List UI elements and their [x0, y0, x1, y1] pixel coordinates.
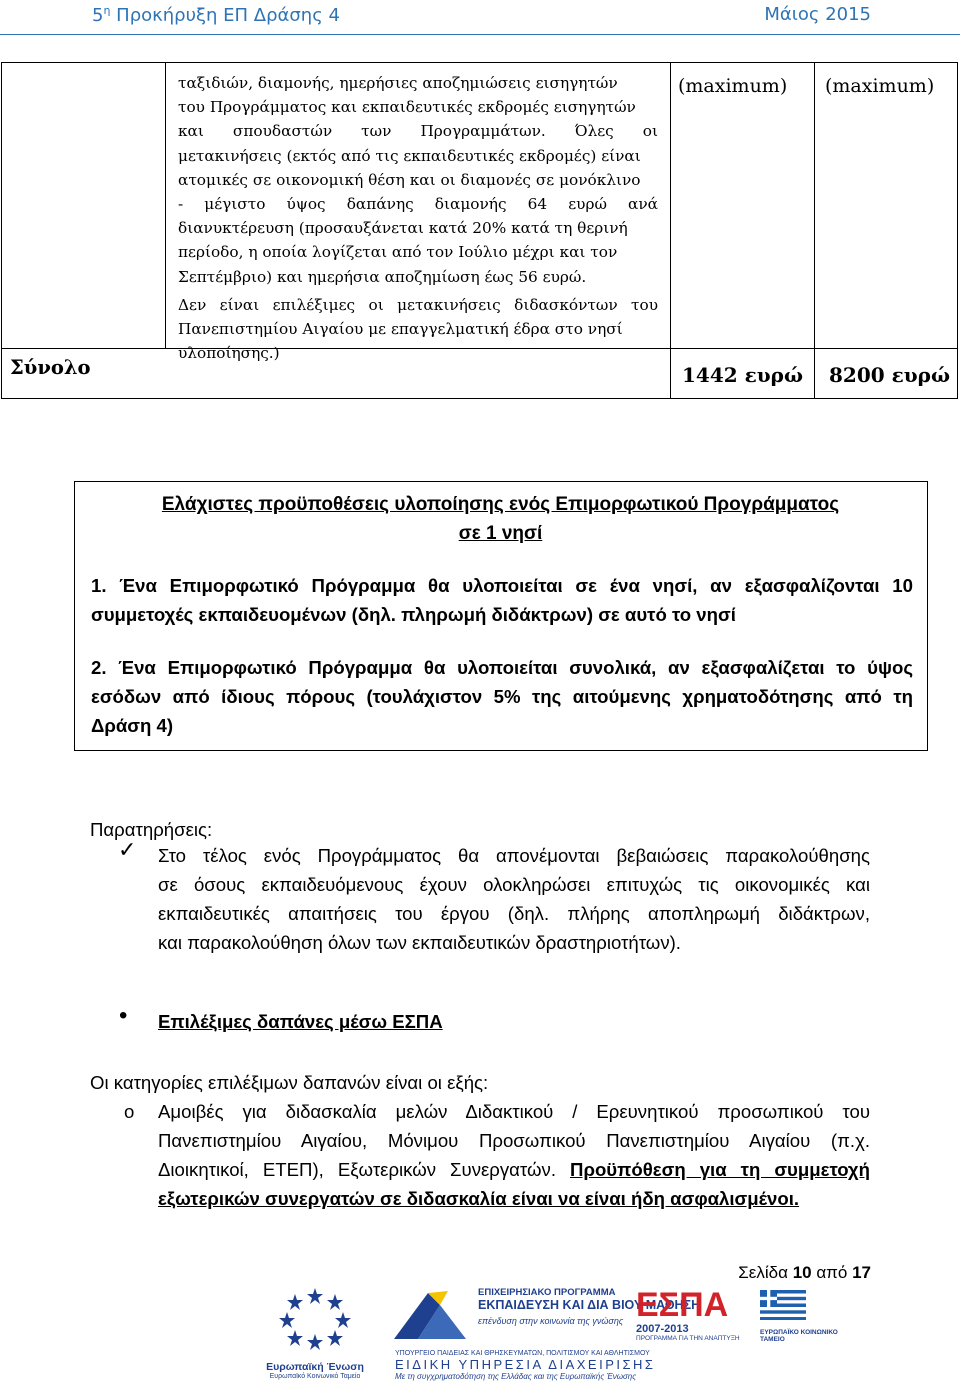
desc-line: ατομικές σε οικονομική θέση και οι διαμονές σε μονόκλινο [178, 170, 641, 189]
condition-line: Δράση 4) [91, 715, 174, 736]
op-slogan: επένδυση στην κοινωνία της γνώσης [478, 1316, 624, 1326]
esf-text: ΕΥΡΩΠΑΪΚΟ ΚΟΙΝΩΝΙΚΟ ΤΑΜΕΙΟ [760, 1329, 838, 1343]
espa-item-plain: Διοικητικοί, ΕΤΕΠ), Εξωτερικών Συνεργατών. [158, 1159, 571, 1180]
max-label-1: (maximum) [678, 75, 788, 97]
page-prefix: Σελίδα [738, 1263, 793, 1282]
cofinance-text: Με τη συγχρηματοδότηση της Ελλάδας και της Ευρωπαϊκής Ένωσης [395, 1372, 637, 1381]
condition-line: 1. Ένα Επιμορφωτικό Πρόγραμμα θα υλοποιείται σε ένα νησί, αν εξασφαλίζονται 10 [91, 575, 913, 596]
greek-flag-icon [760, 1290, 806, 1320]
remarks-line: σε όσους εκπαιδευόμενους έχουν ολοκληρώσει επιτυχώς τις οικονομικές και [158, 874, 870, 895]
header-date: Μάιος 2015 [764, 4, 871, 25]
page-middle: από [811, 1263, 853, 1282]
desc-line: του Προγράμματος και εκπαιδευτικές εκδρομές εισηγητών [178, 98, 636, 117]
op-line-2: ΕΚΠΑΙΔΕΥΣΗ ΚΑΙ ΔΙΑ ΒΙΟΥ ΜΑΘΗΣΗ [478, 1298, 701, 1312]
espa-item-condition-cont: εξωτερικών συνεργατών σε διδασκαλία είναι να είναι ήδη ασφαλισμένοι. [158, 1188, 800, 1209]
espa-title: ΕΣΠΑ [636, 1286, 729, 1324]
espa-years: 2007-2013 [636, 1323, 689, 1335]
desc-line: ταξιδιών, διαμονής, ημερήσιες αποζημιώσεις εισηγητών [178, 74, 618, 92]
condition-line: 2. Ένα Επιμορφωτικό Πρόγραμμα θα υλοποιείται συνολικά, αν εξασφαλίζεται το ύψος [91, 657, 913, 678]
cost-table [1, 62, 958, 399]
espa-logo [636, 1287, 756, 1367]
esf-logo [760, 1290, 852, 1370]
desc-line: και σπουδαστών των Προγραμμάτων. Όλες οι [178, 122, 658, 141]
bullet-icon: • [119, 1002, 128, 1029]
remarks-line: Στο τέλος ενός Προγράμματος θα απονέμονται βεβαιώσεις παρακολούθησης [158, 845, 870, 866]
header-title: Προκήρυξη ΕΠ Δράσης 4 [110, 5, 340, 26]
header-divider [0, 34, 960, 35]
espa-intro: Οι κατηγορίες επιλέξιμων δαπανών είναι οι εξής: [90, 1072, 489, 1093]
espa-heading: Επιλέξιμες δαπάνες μέσω ΕΣΠΑ [158, 1011, 443, 1032]
espa-sub: ΠΡΟΓΡΑΜΜΑ ΓΙΑ ΤΗΝ ΑΝΑΠΤΥΞΗ [636, 1335, 740, 1342]
header-action-number: 5 [92, 5, 104, 26]
conditions-box [74, 481, 928, 751]
eu-label: Ευρωπαϊκή Ένωση [266, 1361, 364, 1373]
remarks-line: και παρακολούθηση όλων των εκπαιδευτικών δραστηριοτήτων). [158, 932, 681, 953]
desc-line: διανυκτέρευση (προσαυξάνεται κατά 20% κατά τη θερινή [178, 219, 628, 238]
note-line: υλοποίησης.) [178, 344, 280, 363]
condition-item-1 [91, 571, 913, 629]
esf-label: Ευρωπαϊκό Κοινωνικό Ταμείο [269, 1373, 361, 1380]
condition-item-2 [91, 653, 913, 740]
table-col-divider-1 [165, 63, 166, 348]
total-value-1: 1442 ευρώ [682, 363, 804, 387]
check-icon: ✓ [118, 838, 137, 863]
header-superscript: η [103, 4, 111, 17]
note-line: Δεν είναι επιλέξιμες οι μετακινήσεις διδασκόντων του [178, 295, 658, 314]
espa-item-line [158, 1155, 870, 1184]
eu-flag-icon [255, 1284, 375, 1354]
page-total: 17 [852, 1263, 871, 1282]
espa-item-condition: Προϋπόθεση για τη συμμετοχή [570, 1159, 870, 1180]
remarks-heading: Παρατηρήσεις: [90, 819, 213, 840]
desc-line: Σεπτέμβριο) και ημερήσια αποζημίωση έως 56 ευρώ. [178, 267, 587, 286]
op-emblem-icon [388, 1287, 472, 1347]
o-bullet-icon: o [124, 1101, 135, 1122]
desc-line: περίοδο, η οποία λογίζεται από τον Ιούλιο μέχρι και τον [178, 243, 618, 262]
condition-line: εσόδων από ίδιους πόρους (τουλάχιστον 5% της αιτούμενης χρηματοδότησης από τη [91, 686, 913, 707]
desc-line: μετακινήσεις (εκτός από τις εκπαιδευτικές εκδρομές) είναι [178, 146, 641, 165]
max-label-2: (maximum) [825, 75, 935, 97]
espa-item-line: Πανεπιστημίου Αιγαίου, Μόνιμου Προσωπικού Πανεπιστημίου Αιγαίου (π.χ. [158, 1130, 870, 1151]
condition-line: συμμετοχές εκπαιδευομένων (δηλ. πληρωμή διδάκτρων) σε αυτό το νησί [91, 604, 736, 625]
page-number [738, 1263, 871, 1283]
desc-line: - μέγιστο ύψος δαπάνης διαμονής 64 ευρώ ανά [178, 195, 658, 214]
ministry-text: ΥΠΟΥΡΓΕΙΟ ΠΑΙΔΕΙΑΣ ΚΑΙ ΘΡΗΣΚΕΥΜΑΤΩΝ, ΠΟΛΙΤΙΣΜΟΥ ΚΑΙ ΑΘΛΗΤΙΣΜΟΥ [395, 1350, 650, 1357]
conditions-title [75, 490, 926, 548]
note-line: Πανεπιστημίου Αιγαίου με επαγγελματική έδρα στο νησί [178, 320, 623, 339]
total-label: Σύνολο [10, 356, 91, 379]
authority-text: ΕΙΔΙΚΗ ΥΠΗΡΕΣΙΑ ΔΙΑΧΕΙΡΙΣΗΣ [395, 1357, 656, 1372]
op-line-1: ΕΠΙΧΕΙΡΗΣΙΑΚΟ ΠΡΟΓΡΑΜΜΑ [478, 1287, 616, 1298]
header-left [92, 4, 340, 26]
eu-logo [255, 1284, 375, 1392]
total-value-2: 8200 ευρώ [829, 363, 951, 387]
conditions-title-line: σε 1 νησί [458, 523, 543, 544]
conditions-title-line: Ελάχιστες προϋποθέσεις υλοποίησης ενός Επιμορφωτικού Προγράμματος [161, 494, 840, 515]
remarks-text [158, 841, 870, 957]
page-current: 10 [792, 1263, 812, 1282]
cost-description [178, 71, 658, 365]
espa-item-line: Αμοιβές για διδασκαλία μελών Διδακτικού / Ερευνητικού προσωπικού του [158, 1101, 870, 1122]
remarks-line: εκπαιδευτικές απαιτήσεις του έργου (δηλ. πλήρης αποπληρωμή διδάκτρων, [158, 903, 870, 924]
espa-item [158, 1097, 870, 1213]
